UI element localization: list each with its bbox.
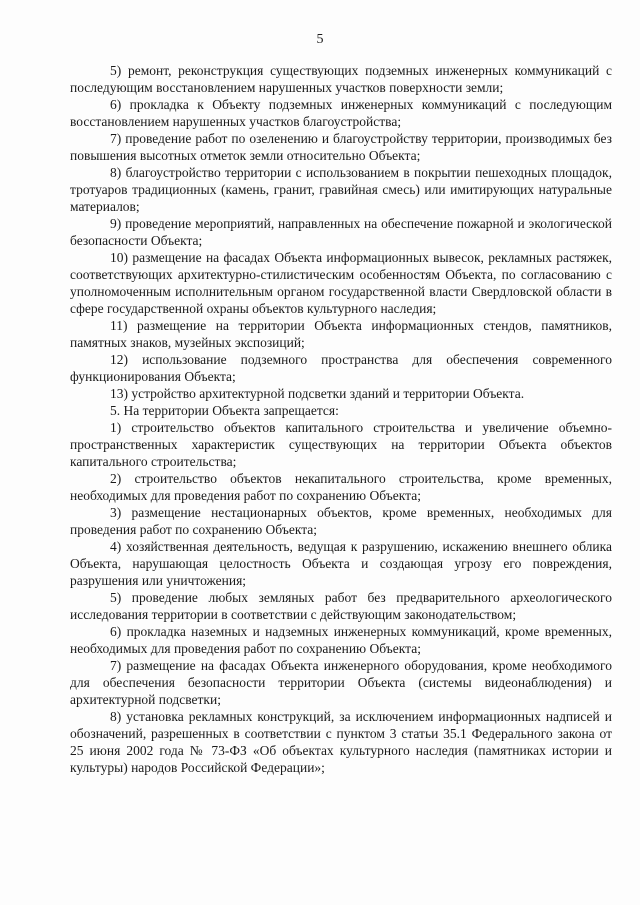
- paragraph: 5) проведение любых земляных работ без предварительного археологического исследования территории в соответствии с действующим законодательством;: [70, 590, 612, 622]
- paragraph: 8) установка рекламных конструкций, за исключением информационных надписей и обозначений, разрешенных в соответствии с пунктом 3 статьи 35.1 Федерального закона от 25 июня 2002 года № 73-ФЗ «Об объектах культурного наследия (памятниках истории и культуры) народов Российской Федерации»;: [70, 709, 612, 775]
- section-heading: 5. На территории Объекта запрещается:: [110, 403, 339, 418]
- document-body: [70, 62, 612, 776]
- page-number: 5: [316, 32, 324, 47]
- paragraph: 5) ремонт, реконструкция существующих подземных инженерных коммуникаций с последующим восстановлением нарушенных участков поверхности земли;: [70, 63, 612, 95]
- paragraph: 4) хозяйственная деятельность, ведущая к разрушению, искажению внешнего облика Объекта, нарушающая целостность Объекта и создающая угрозу его повреждения, разрушения или уничтожения;: [70, 539, 612, 588]
- paragraph: 9) проведение мероприятий, направленных на обеспечение пожарной и экологической безопасности Объекта;: [70, 216, 612, 248]
- paragraph: 8) благоустройство территории с использованием в покрытии пешеходных площадок, тротуаров традиционных (камень, гранит, гравийная смесь) или имитирующих натуральные материалов;: [70, 165, 612, 214]
- paragraph: 7) проведение работ по озеленению и благоустройству территории, производимых без повышения высотных отметок земли относительно Объекта;: [70, 131, 612, 163]
- paragraph: 6) прокладка к Объекту подземных инженерных коммуникаций с последующим восстановлением нарушенных участков благоустройства;: [70, 97, 612, 129]
- paragraph: 2) строительство объектов некапитального строительства, кроме временных, необходимых для проведения работ по сохранению Объекта;: [70, 471, 612, 503]
- paragraph: 3) размещение нестационарных объектов, кроме временных, необходимых для проведения работ по сохранению Объекта;: [70, 505, 612, 537]
- paragraph: 6) прокладка наземных и надземных инженерных коммуникаций, кроме временных, необходимых для проведения работ по сохранению Объекта;: [70, 624, 612, 656]
- paragraph: 1) строительство объектов капитального строительства и увеличение объемно-пространственных характеристик существующих на территории Объекта объектов капитального строительства;: [70, 420, 612, 469]
- paragraph: 12) использование подземного пространства для обеспечения современного функционирования Объекта;: [70, 352, 612, 384]
- paragraph: 10) размещение на фасадах Объекта информационных вывесок, рекламных растяжек, соответствующих архитектурно-стилистическим особенностям Объекта, по согласованию с уполномоченным исполнительным органом государственной власти Свердловской области в сфере государственной охраны объектов культурного наследия;: [70, 250, 612, 316]
- paragraph: 7) размещение на фасадах Объекта инженерного оборудования, кроме необходимого для обеспечения безопасности территории Объекта (системы видеонаблюдения) и архитектурной подсветки;: [70, 658, 612, 707]
- paragraph: 13) устройство архитектурной подсветки зданий и территории Объекта.: [110, 386, 525, 401]
- paragraph: 11) размещение на территории Объекта информационных стендов, памятников, памятных знаков, музейных экспозиций;: [70, 318, 612, 350]
